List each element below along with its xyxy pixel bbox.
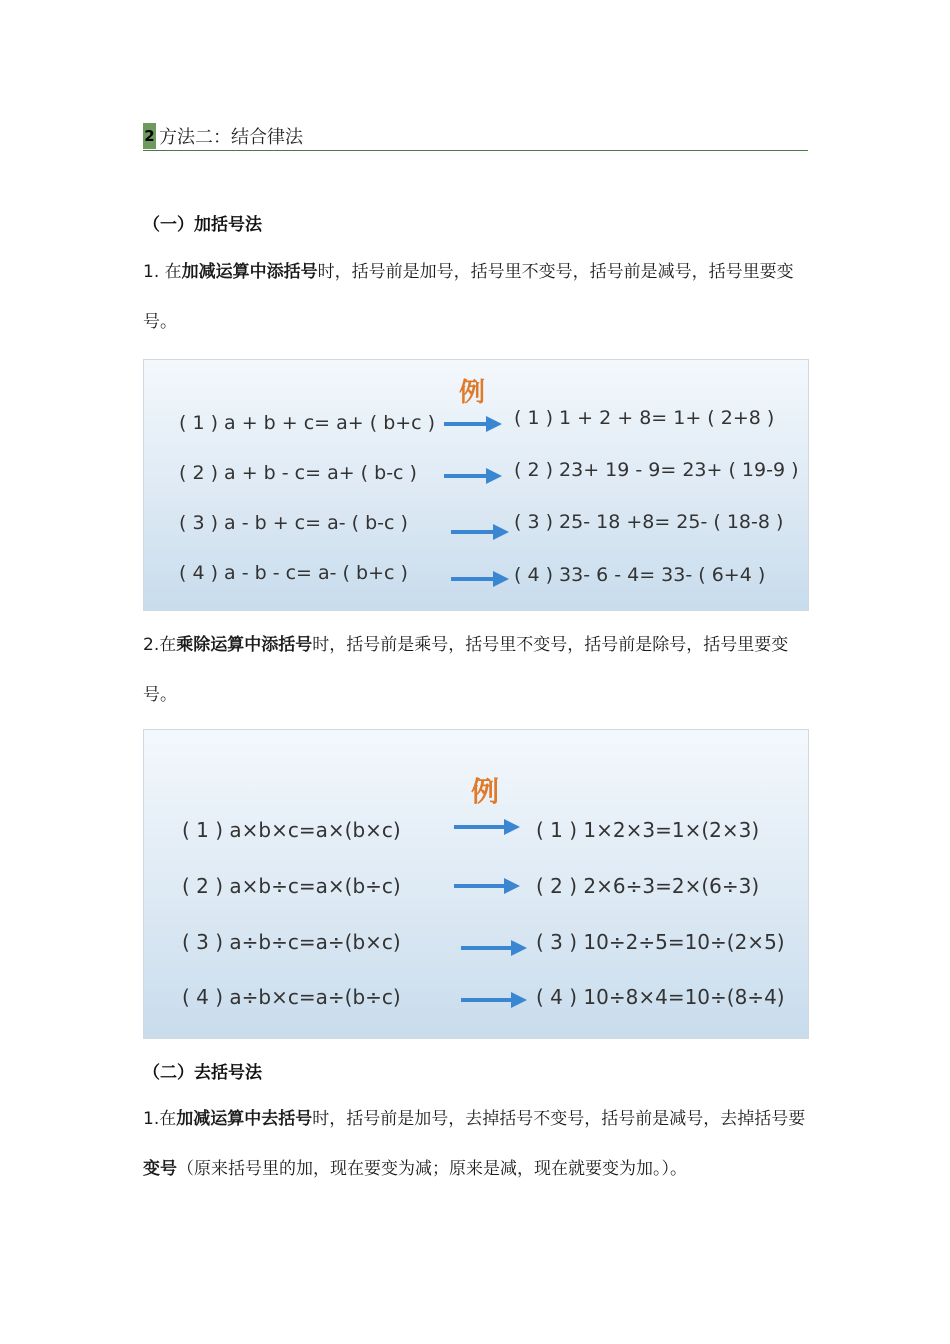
- para-prefix: 1.在: [143, 1109, 177, 1129]
- para-prefix: 1. 在: [143, 262, 182, 282]
- panel2-right-row3: ( 3 ) 10÷2÷5=10÷(2×5): [536, 930, 785, 954]
- arrow-right-icon: [442, 413, 504, 435]
- panel2-left-row1: ( 1 ) a×b×c=a×(b×c): [182, 818, 401, 842]
- panel1-left-row3: ( 3 ) a - b + c= a- ( b-c ): [179, 512, 408, 534]
- para-suffix: 时，括号前是加号，括号里不变号，括号前是减号，括号里要变号。: [143, 262, 794, 332]
- panel1-left-row2: ( 2 ) a + b - c= a+ ( b-c ): [179, 462, 417, 484]
- section2-title: （二）去括号法: [143, 1063, 262, 1083]
- arrow-right-icon: [449, 521, 511, 543]
- section1-paragraph2: [143, 620, 813, 720]
- para-suffix: （原来括号里的加，现在要变为减；原来是减，现在就要变为加。）。: [177, 1159, 687, 1179]
- para-bold: 加减运算中去括号: [176, 1109, 313, 1129]
- panel2-left-row3: ( 3 ) a÷b÷c=a÷(b×c): [182, 930, 401, 954]
- arrow-right-icon: [452, 875, 522, 897]
- para-bold: 乘除运算中添括号: [176, 635, 313, 655]
- section1-title: （一）加括号法: [143, 215, 262, 235]
- arrow-right-icon: [459, 937, 529, 959]
- panel2-right-row1: ( 1 ) 1×2×3=1×(2×3): [536, 818, 760, 842]
- para-bold: 加减运算中添括号: [181, 262, 318, 282]
- panel2-title: 例: [471, 775, 500, 808]
- panel1-left-row4: ( 4 ) a - b - c= a- ( b+c ): [179, 562, 408, 584]
- arrow-right-icon: [442, 465, 504, 487]
- para-prefix: 2.在: [143, 635, 177, 655]
- section2-paragraph1: [143, 1094, 813, 1194]
- heading-title: 方法二：结合律法: [159, 127, 303, 148]
- panel1-right-row2: ( 2 ) 23+ 19 - 9= 23+ ( 19-9 ): [514, 459, 799, 481]
- para-mid: 时，括号前是加号，去掉括号不变号，括号前是减号，去掉括号要: [312, 1109, 806, 1129]
- example-panel-1: [143, 359, 809, 611]
- panel1-left-row1: ( 1 ) a + b + c= a+ ( b+c ): [179, 412, 436, 434]
- para-bold2: 变号: [143, 1159, 177, 1179]
- panel1-title: 例: [459, 378, 486, 408]
- section-heading: [143, 122, 808, 151]
- arrow-right-icon: [449, 568, 511, 590]
- arrow-right-icon: [452, 816, 522, 838]
- panel2-right-row4: ( 4 ) 10÷8×4=10÷(8÷4): [536, 985, 785, 1009]
- para-suffix: 时，括号前是乘号，括号里不变号，括号前是除号，括号里要变号。: [143, 635, 789, 705]
- panel2-right-row2: ( 2 ) 2×6÷3=2×(6÷3): [536, 874, 760, 898]
- panel2-left-row2: ( 2 ) a×b÷c=a×(b÷c): [182, 874, 401, 898]
- section1-paragraph1: [143, 247, 813, 347]
- arrow-right-icon: [459, 989, 529, 1011]
- heading-number: 2: [143, 123, 156, 149]
- panel1-right-row1: ( 1 ) 1 + 2 + 8= 1+ ( 2+8 ): [514, 407, 775, 429]
- panel1-right-row4: ( 4 ) 33- 6 - 4= 33- ( 6+4 ): [514, 564, 766, 586]
- panel2-left-row4: ( 4 ) a÷b×c=a÷(b÷c): [182, 985, 401, 1009]
- panel1-right-row3: ( 3 ) 25- 18 +8= 25- ( 18-8 ): [514, 511, 784, 533]
- example-panel-2: [143, 729, 809, 1039]
